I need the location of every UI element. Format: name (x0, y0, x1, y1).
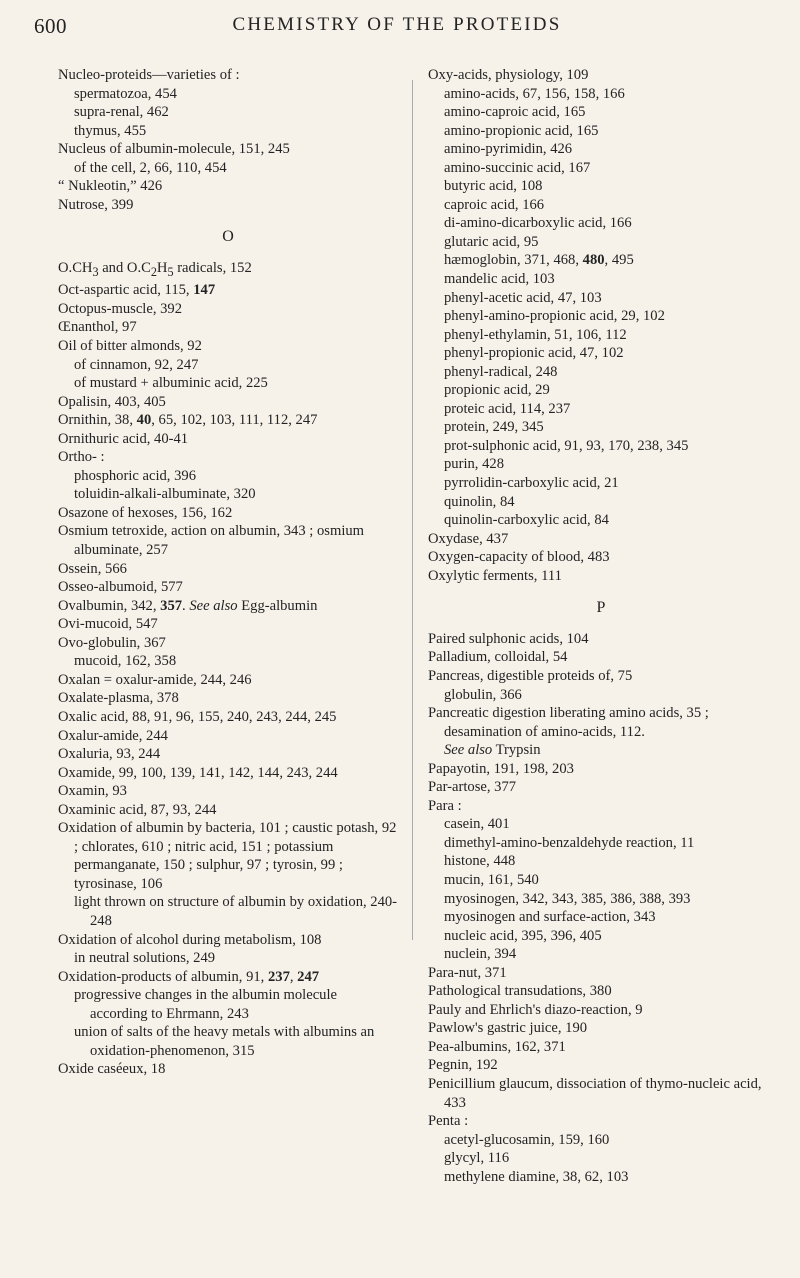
index-entry: Oxamide, 99, 100, 139, 141, 142, 144, 243, 244 (58, 764, 338, 781)
index-subentry: caproic acid, 166 (444, 196, 545, 213)
index-subentry: glycyl, 116 (444, 1150, 510, 1167)
index-subentry: di-amino-dicarboxylic acid, 166 (444, 215, 632, 232)
index-entry: Octopus-muscle, 392 (58, 300, 183, 317)
index-subentry: myosinogen and surface-action, 343 (444, 909, 656, 926)
page-header (34, 14, 760, 44)
index-entry: Osmium tetroxide, action on albumin, 343 ; osmium albuminate, 257 (58, 523, 365, 559)
index-subentry: nuclein, 394 (444, 946, 517, 963)
index-entry: Oxygen-capacity of blood, 483 (428, 549, 610, 566)
index-subentry: spermatozoa, 454 (74, 85, 177, 102)
index-subentry: prot-sulphonic acid, 91, 93, 170, 238, 345 (444, 437, 689, 454)
index-entry: Oxidation of alcohol during metabolism, 108 (58, 931, 322, 948)
index-subentry: of cinnamon, 92, 247 (74, 356, 199, 373)
index-column-left (58, 66, 398, 1079)
index-subentry: histone, 448 (444, 853, 516, 870)
index-subentry: phenyl-amino-propionic acid, 29, 102 (444, 308, 665, 325)
index-subentry: glutaric acid, 95 (444, 233, 539, 250)
index-entry: Oxide caséeux, 18 (58, 1061, 166, 1078)
index-entry: Oxylytic ferments, 111 (428, 567, 562, 584)
index-entry: Nucleo-proteids—varieties of : (58, 67, 240, 83)
index-entry: Penta : (428, 1113, 469, 1130)
index-subentry: propionic acid, 29 (444, 382, 550, 399)
index-entry: Ossein, 566 (58, 560, 127, 577)
index-entry: Paired sulphonic acids, 104 (428, 630, 589, 647)
index-entry: Ovi-mucoid, 547 (58, 616, 158, 633)
section-letter: O (222, 228, 234, 246)
index-entry: Oxalic acid, 88, 91, 96, 155, 240, 243, 244, 245 (58, 708, 337, 725)
index-subentry: of the cell, 2, 66, 110, 454 (74, 159, 227, 176)
index-subentry: casein, 401 (444, 816, 510, 833)
index-entry: $O.CH_3$ and $O.C_2H_5$ radicals, 152 (58, 259, 252, 279)
index-entry: Para-nut, 371 (428, 964, 507, 981)
index-subentry: phenyl-propionic acid, 47, 102 (444, 345, 624, 362)
page-number: 600 (34, 14, 67, 38)
index-entry: Oxaluria, 93, 244 (58, 746, 161, 763)
index-entry: “ Nukleotin,” 426 (58, 178, 163, 195)
index-subentry: phenyl-ethylamin, 51, 106, 112 (444, 326, 627, 343)
index-entry: Oxalate-plasma, 378 (58, 690, 179, 707)
index-subentry: thymus, 455 (74, 122, 147, 139)
index-entry: Oxaminic acid, 87, 93, 244 (58, 801, 217, 818)
index-subentry: amino-pyrimidin, 426 (444, 141, 573, 158)
section-letter: P (596, 599, 606, 617)
index-entry: Para : (428, 797, 462, 814)
index-entry: Oil of bitter almonds, 92 (58, 338, 202, 355)
index-subentry: phenyl-acetic acid, 47, 103 (444, 289, 602, 306)
column-divider (412, 80, 413, 940)
index-entry: Palladium, colloidal, 54 (428, 649, 568, 666)
index-entry: Oxidation of albumin by bacteria, 101 ; caustic potash, 92 ; chlorates, 610 ; nitric acid, 151 ; potassium permanganate, 150 ; sulphur, 97 ; tyrosin, 99 ; tyrosinase, 106 (58, 820, 397, 892)
index-subentry: union of salts of the heavy metals with albumins an oxidation-phenomenon, 315 (74, 1024, 375, 1059)
index-entry: Ornithin, 38, 40, 65, 102, 103, 111, 112, 247 (58, 412, 318, 429)
index-subentry: nucleic acid, 395, 396, 405 (444, 927, 602, 944)
index-entry: Par-artose, 377 (428, 779, 517, 796)
index-subentry: pyrrolidin-carboxylic acid, 21 (444, 475, 619, 492)
index-subentry: See also Trypsin (444, 742, 541, 759)
index-entry: Ovalbumin, 342, 357. See also Egg-albumin (58, 597, 318, 614)
index-entry: Osazone of hexoses, 156, 162 (58, 504, 233, 521)
index-entry: Ornithuric acid, 40-41 (58, 430, 189, 447)
index-entry: Opalisin, 403, 405 (58, 393, 166, 410)
index-subentry: light thrown on structure of albumin by oxidation, 240-248 (74, 894, 398, 929)
index-entry: Pathological transudations, 380 (428, 983, 612, 1000)
index-subentry: amino-succinic acid, 167 (444, 159, 591, 176)
index-subentry: mucoid, 162, 358 (74, 653, 177, 670)
index-entry: Oxalur-amide, 244 (58, 727, 168, 744)
index-entry: Pancreas, digestible proteids of, 75 (428, 667, 633, 684)
index-entry: Pea-albumins, 162, 371 (428, 1038, 566, 1055)
index-subentry: acetyl-glucosamin, 159, 160 (444, 1131, 610, 1148)
index-subentry: mucin, 161, 540 (444, 871, 539, 888)
index-subentry: myosinogen, 342, 343, 385, 386, 388, 393 (444, 890, 691, 907)
index-entry: Penicillium glaucum, dissociation of thymo-nucleic acid, 433 (428, 1075, 762, 1111)
index-entry: Œnanthol, 97 (58, 319, 137, 336)
index-entry: Oxidation-products of albumin, 91, 237, 247 (58, 968, 320, 985)
index-entry: Pancreatic digestion liberating amino acids, 35 ; desamination of amino-acids, 112. (428, 705, 709, 740)
index-subentry: quinolin-carboxylic acid, 84 (444, 512, 609, 529)
index-entry: Pegnin, 192 (428, 1057, 498, 1074)
index-entry: Pauly and Ehrlich's diazo-reaction, 9 (428, 1001, 643, 1018)
index-subentry: phosphoric acid, 396 (74, 467, 196, 484)
index-entry: Oxydase, 437 (428, 530, 509, 547)
index-subentry: mandelic acid, 103 (444, 271, 555, 288)
index-entry: Ortho- : (58, 449, 105, 466)
index-subentry: dimethyl-amino-benzaldehyde reaction, 11 (444, 834, 695, 851)
index-subentry: globulin, 366 (444, 686, 522, 703)
index-subentry: amino-caproic acid, 165 (444, 104, 586, 121)
index-subentry: amino-acids, 67, 156, 158, 166 (444, 85, 625, 102)
index-entry: Osseo-albumoid, 577 (58, 579, 183, 596)
index-entry: Oxamin, 93 (58, 783, 127, 800)
index-entry: Ovo-globulin, 367 (58, 634, 166, 651)
index-entry: Oxy-acids, physiology, 109 (428, 67, 589, 83)
index-subentry: protein, 249, 345 (444, 419, 544, 436)
index-entry: Oxalan = oxalur-amide, 244, 246 (58, 671, 252, 688)
index-subentry: methylene diamine, 38, 62, 103 (444, 1168, 629, 1185)
index-subentry: quinolin, 84 (444, 493, 515, 510)
index-subentry: hæmoglobin, 371, 468, 480, 495 (444, 252, 634, 269)
index-entry: Papayotin, 191, 198, 203 (428, 760, 574, 777)
index-column-right (428, 66, 774, 1186)
index-subentry: of mustard + albuminic acid, 225 (74, 375, 268, 392)
index-subentry: supra-renal, 462 (74, 104, 169, 121)
running-head: CHEMISTRY OF THE PROTEIDS (232, 14, 562, 35)
index-subentry: progressive changes in the albumin molecule according to Ehrmann, 243 (74, 987, 338, 1022)
index-entry: Nucleus of albumin-molecule, 151, 245 (58, 141, 290, 158)
index-subentry: phenyl-radical, 248 (444, 363, 558, 380)
index-entry: Pawlow's gastric juice, 190 (428, 1020, 588, 1037)
index-subentry: amino-propionic acid, 165 (444, 122, 599, 139)
index-subentry: in neutral solutions, 249 (74, 950, 216, 967)
index-subentry: purin, 428 (444, 456, 504, 473)
index-subentry: proteic acid, 114, 237 (444, 400, 571, 417)
index-subentry: butyric acid, 108 (444, 178, 543, 195)
index-entry: Oct-aspartic acid, 115, 147 (58, 282, 216, 299)
index-entry: Nutrose, 399 (58, 196, 134, 213)
index-subentry: toluidin-alkali-albuminate, 320 (74, 486, 256, 503)
